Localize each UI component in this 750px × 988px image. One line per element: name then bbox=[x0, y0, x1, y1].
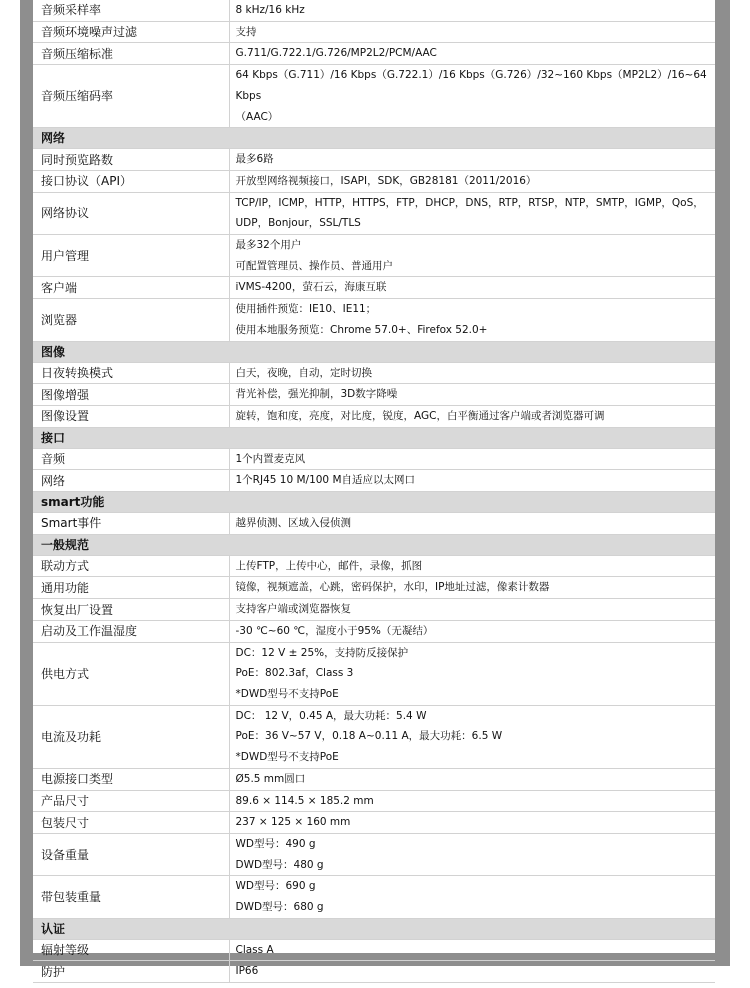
spec-value-line: UDP，Bonjour，SSL/TLS bbox=[235, 217, 361, 230]
spec-label: 网络 bbox=[33, 470, 229, 492]
spec-value-line: 237 × 125 × 160 mm bbox=[235, 816, 351, 829]
spec-value-line: 89.6 × 114.5 × 185.2 mm bbox=[235, 794, 374, 807]
spec-label: 音频压缩标准 bbox=[33, 43, 229, 65]
spec-value bbox=[229, 384, 715, 406]
spec-value bbox=[229, 277, 715, 299]
spec-value bbox=[229, 577, 715, 599]
spec-row bbox=[33, 705, 715, 768]
section-header bbox=[33, 492, 715, 513]
spec-value-line: 使用插件预览：IE10、IE11； bbox=[235, 303, 377, 316]
spec-value-line: -30 ℃~60 ℃，湿度小于95%（无凝结） bbox=[235, 624, 434, 637]
section-title: 网络 bbox=[33, 128, 715, 149]
spec-row bbox=[33, 768, 715, 790]
spec-value bbox=[229, 513, 715, 535]
spec-label: 联动方式 bbox=[33, 555, 229, 577]
section-header bbox=[33, 534, 715, 555]
spec-value-line: PoE：36 V~57 V，0.18 A~0.11 A，最大功耗：6.5 W bbox=[235, 730, 503, 743]
spec-label: 包装尺寸 bbox=[33, 812, 229, 834]
spec-row bbox=[33, 405, 715, 427]
spec-value-line: 开放型网络视频接口，ISAPI，SDK，GB28181（2011/2016） bbox=[235, 174, 537, 187]
spec-value-line: 支持 bbox=[235, 25, 257, 38]
spec-value-line: 1个内置麦克风 bbox=[235, 452, 306, 465]
spec-value bbox=[229, 170, 715, 192]
spec-label: 音频压缩码率 bbox=[33, 65, 229, 128]
spec-row bbox=[33, 384, 715, 406]
spec-label: 启动及工作温湿度 bbox=[33, 620, 229, 642]
spec-row bbox=[33, 620, 715, 642]
spec-value-line: TCP/IP，ICMP，HTTP，HTTPS，FTP，DHCP，DNS，RTP，RTSP，NTP，SMTP，IGMP，QoS， bbox=[235, 196, 704, 209]
spec-label: 恢复出厂设置 bbox=[33, 599, 229, 621]
spec-value-line: IP66 bbox=[235, 965, 259, 978]
spec-value-line: WD型号：490 g bbox=[235, 837, 316, 850]
spec-label: 同时预览路数 bbox=[33, 149, 229, 171]
spec-value-line: 使用本地服务预览：Chrome 57.0+、Firefox 52.0+ bbox=[235, 323, 488, 336]
spec-label: 设备重量 bbox=[33, 833, 229, 875]
spec-label: 音频采样率 bbox=[33, 0, 229, 21]
spec-value bbox=[229, 192, 715, 234]
spec-value bbox=[229, 812, 715, 834]
spec-value bbox=[229, 405, 715, 427]
section-title: smart功能 bbox=[33, 492, 715, 513]
spec-value-line: Ø5.5 mm圆口 bbox=[235, 772, 306, 785]
spec-row bbox=[33, 149, 715, 171]
spec-value bbox=[229, 65, 715, 128]
spec-value bbox=[229, 833, 715, 875]
spec-row bbox=[33, 790, 715, 812]
spec-value bbox=[229, 790, 715, 812]
spec-value-line: Class A bbox=[235, 943, 274, 956]
spec-label: 电流及功耗 bbox=[33, 705, 229, 768]
spec-row bbox=[33, 876, 715, 918]
spec-row bbox=[33, 939, 715, 961]
spec-label: 音频 bbox=[33, 448, 229, 470]
spec-value-line: 白天，夜晚，自动，定时切换 bbox=[235, 366, 372, 379]
spec-value bbox=[229, 768, 715, 790]
spec-row bbox=[33, 362, 715, 384]
spec-value-line: 镜像，视频遮盖，心跳，密码保护，水印，IP地址过滤，像素计数器 bbox=[235, 581, 550, 594]
spec-table bbox=[33, 0, 715, 983]
spec-value bbox=[229, 599, 715, 621]
spec-value-line: 越界侦测、区域入侵侦测 bbox=[235, 517, 351, 530]
spec-sheet bbox=[33, 0, 715, 979]
section-title: 一般规范 bbox=[33, 534, 715, 555]
spec-value-line: 1个RJ45 10 M/100 M自适应以太网口 bbox=[235, 474, 416, 487]
spec-value-line: PoE：802.3af，Class 3 bbox=[235, 667, 354, 680]
spec-row bbox=[33, 170, 715, 192]
spec-label: 带包装重量 bbox=[33, 876, 229, 918]
spec-value-line: 旋转，饱和度，亮度，对比度，锐度，AGC，白平衡通过客户端或者浏览器可调 bbox=[235, 409, 605, 422]
spec-label: 辐射等级 bbox=[33, 939, 229, 961]
spec-row bbox=[33, 43, 715, 65]
spec-label: Smart事件 bbox=[33, 513, 229, 535]
spec-row bbox=[33, 277, 715, 299]
spec-value bbox=[229, 149, 715, 171]
spec-row bbox=[33, 577, 715, 599]
spec-value-line: G.711/G.722.1/G.726/MP2L2/PCM/AAC bbox=[235, 47, 437, 60]
spec-row bbox=[33, 833, 715, 875]
spec-value bbox=[229, 939, 715, 961]
spec-label: 防护 bbox=[33, 961, 229, 983]
spec-value-line: 最多6路 bbox=[235, 153, 274, 166]
spec-row bbox=[33, 0, 715, 21]
spec-value bbox=[229, 620, 715, 642]
section-title: 接口 bbox=[33, 427, 715, 448]
spec-value bbox=[229, 235, 715, 277]
spec-row bbox=[33, 961, 715, 983]
spec-row bbox=[33, 642, 715, 705]
spec-row bbox=[33, 812, 715, 834]
spec-row bbox=[33, 448, 715, 470]
section-header bbox=[33, 427, 715, 448]
spec-value bbox=[229, 299, 715, 341]
spec-value-line: DC：12 V ± 25%，支持防反接保护 bbox=[235, 646, 409, 659]
spec-value bbox=[229, 642, 715, 705]
spec-value bbox=[229, 21, 715, 43]
spec-label: 用户管理 bbox=[33, 235, 229, 277]
spec-label: 通用功能 bbox=[33, 577, 229, 599]
spec-value bbox=[229, 0, 715, 21]
spec-value bbox=[229, 555, 715, 577]
spec-row bbox=[33, 65, 715, 128]
spec-row bbox=[33, 470, 715, 492]
spec-label: 产品尺寸 bbox=[33, 790, 229, 812]
spec-label: 日夜转换模式 bbox=[33, 362, 229, 384]
spec-value-line: WD型号：690 g bbox=[235, 880, 316, 893]
spec-label: 网络协议 bbox=[33, 192, 229, 234]
section-title: 图像 bbox=[33, 341, 715, 362]
spec-value-line: *DWD型号不支持PoE bbox=[235, 751, 339, 764]
spec-row bbox=[33, 299, 715, 341]
spec-value-line: 背光补偿，强光抑制，3D数字降噪 bbox=[235, 388, 398, 401]
spec-row bbox=[33, 21, 715, 43]
spec-label: 图像增强 bbox=[33, 384, 229, 406]
spec-label: 图像设置 bbox=[33, 405, 229, 427]
section-header bbox=[33, 341, 715, 362]
spec-value-line: 支持客户端或浏览器恢复 bbox=[235, 603, 351, 616]
spec-label: 接口协议（API） bbox=[33, 170, 229, 192]
spec-value bbox=[229, 876, 715, 918]
spec-value bbox=[229, 961, 715, 983]
spec-value-line: DWD型号：480 g bbox=[235, 858, 324, 871]
spec-label: 音频环境噪声过滤 bbox=[33, 21, 229, 43]
spec-value-line: （AAC） bbox=[235, 110, 279, 123]
spec-value bbox=[229, 470, 715, 492]
section-header bbox=[33, 128, 715, 149]
spec-value bbox=[229, 43, 715, 65]
spec-row bbox=[33, 235, 715, 277]
spec-value-line: DC： 12 V，0.45 A，最大功耗：5.4 W bbox=[235, 709, 427, 722]
spec-label: 浏览器 bbox=[33, 299, 229, 341]
spec-value-line: 64 Kbps（G.711）/16 Kbps（G.722.1）/16 Kbps（G.726）/32~160 Kbps（MP2L2）/16~64 Kbps bbox=[235, 69, 707, 102]
spec-value-line: 上传FTP，上传中心，邮件，录像，抓图 bbox=[235, 559, 423, 572]
spec-value-line: iVMS-4200，萤石云，海康互联 bbox=[235, 281, 387, 294]
spec-row bbox=[33, 192, 715, 234]
spec-value-line: *DWD型号不支持PoE bbox=[235, 687, 339, 700]
section-header bbox=[33, 918, 715, 939]
spec-value-line: DWD型号：680 g bbox=[235, 901, 324, 914]
spec-value bbox=[229, 362, 715, 384]
spec-value-line: 可配置管理员、操作员、普通用户 bbox=[235, 259, 393, 272]
spec-value bbox=[229, 448, 715, 470]
spec-label: 供电方式 bbox=[33, 642, 229, 705]
spec-row bbox=[33, 599, 715, 621]
spec-row bbox=[33, 555, 715, 577]
spec-label: 客户端 bbox=[33, 277, 229, 299]
section-title: 认证 bbox=[33, 918, 715, 939]
spec-value-line: 8 kHz/16 kHz bbox=[235, 4, 305, 16]
spec-value bbox=[229, 705, 715, 768]
spec-value-line: 最多32个用户 bbox=[235, 239, 302, 252]
spec-label: 电源接口类型 bbox=[33, 768, 229, 790]
spec-row bbox=[33, 513, 715, 535]
